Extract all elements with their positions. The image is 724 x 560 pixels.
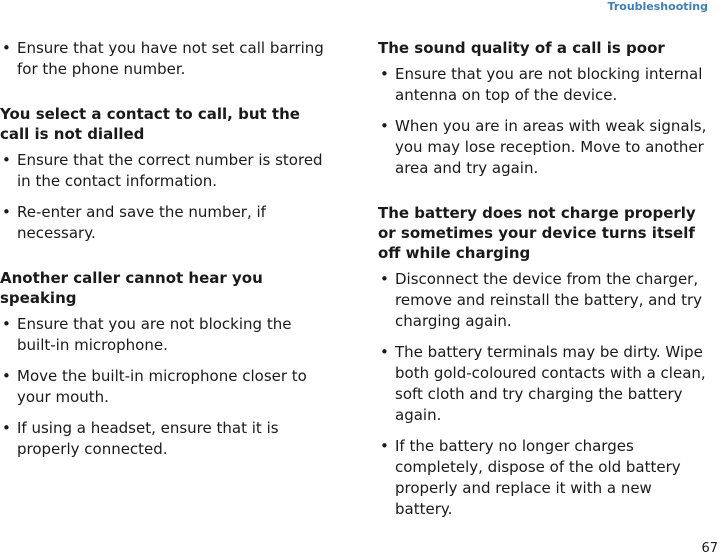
- bullet-icon: •: [380, 65, 389, 83]
- bullet-icon: •: [380, 117, 389, 135]
- list-item: [0, 150, 330, 192]
- list-item: [0, 314, 330, 356]
- list-item: [0, 366, 330, 408]
- bullet-text: Move the built-in microphone closer to your mouth.: [17, 367, 307, 406]
- bullet-text: Ensure that you are not blocking the built-in microphone.: [17, 315, 292, 354]
- bullet-icon: •: [2, 151, 11, 169]
- section-header: Troubleshooting: [607, 0, 708, 13]
- bullet-text: If using a headset, ensure that it is properly connected.: [17, 419, 279, 458]
- bullet-icon: •: [2, 203, 11, 221]
- bullet-icon: •: [2, 367, 11, 385]
- list-item: [378, 64, 708, 106]
- bullet-icon: •: [380, 343, 389, 361]
- bullet-text: When you are in areas with weak signals, you may lose reception. Move to another area and try again.: [395, 117, 707, 177]
- list-item: [0, 38, 330, 80]
- bullet-text: Disconnect the device from the charger, remove and reinstall the battery, and try charging again.: [395, 270, 703, 330]
- list-item: [0, 418, 330, 460]
- bullet-text: If the battery no longer charges completely, dispose of the old battery properly and replace it with a new battery.: [395, 437, 681, 518]
- list-item: [378, 269, 708, 332]
- list-item: [378, 436, 708, 520]
- bullet-text: The battery terminals may be dirty. Wipe both gold-coloured contacts with a clean, soft cloth and try charging the battery again.: [395, 343, 706, 424]
- section-heading: The battery does not charge properly or sometimes your device turns itself off while charging: [378, 204, 696, 262]
- bullet-text: Ensure that the correct number is stored in the contact information.: [17, 151, 323, 190]
- page-number: 67: [701, 541, 718, 556]
- bullet-icon: •: [2, 419, 11, 437]
- bullet-icon: •: [2, 315, 11, 333]
- bullet-text: Re-enter and save the number, if necessary.: [17, 203, 266, 242]
- list-item: [378, 342, 708, 426]
- right-column: [378, 38, 708, 530]
- bullet-icon: •: [380, 270, 389, 288]
- bullet-icon: •: [2, 39, 11, 57]
- list-item: [0, 202, 330, 244]
- bullet-icon: •: [380, 437, 389, 455]
- bullet-text: Ensure that you have not set call barring for the phone number.: [17, 39, 324, 78]
- left-column: [0, 38, 330, 470]
- list-item: [378, 116, 708, 179]
- section-heading: Another caller cannot hear you speaking: [0, 269, 263, 307]
- bullet-text: Ensure that you are not blocking internal antenna on top of the device.: [395, 65, 703, 104]
- section-heading: The sound quality of a call is poor: [378, 39, 665, 57]
- section-heading: You select a contact to call, but the call is not dialled: [0, 105, 300, 143]
